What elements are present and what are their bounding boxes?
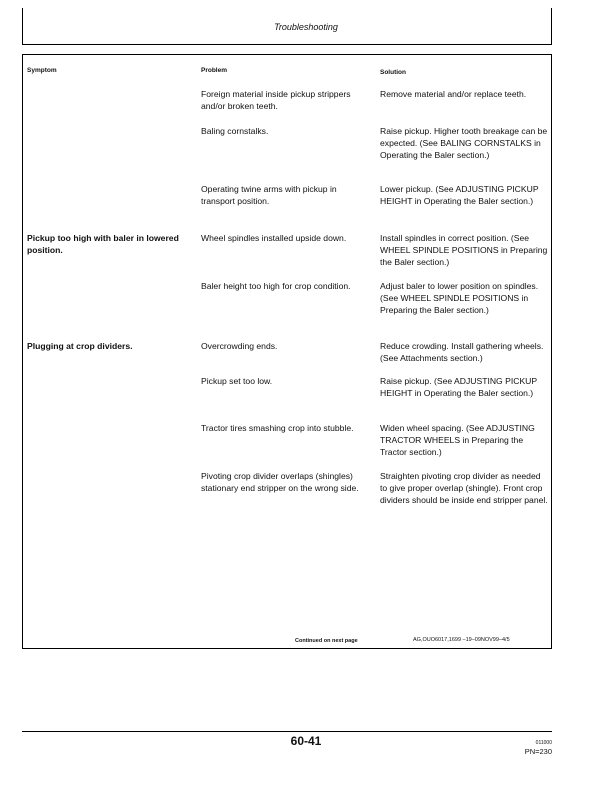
row-solution: Adjust baler to lower position on spindles. (See WHEEL SPINDLE POSITIONS in Preparing the Baler section.) [380,281,539,315]
row-solution: Widen wheel spacing. (See ADJUSTING TRACTOR WHEELS in Preparing the Tractor section.) [380,423,535,457]
page-number: 60-41 [290,734,322,748]
row-symptom: Pickup too high with baler in lowered position. [27,233,179,255]
column-header-problem: Problem [201,67,228,74]
date-code: 011000 [535,740,552,746]
row-problem: Foreign material inside pickup strippers and/or broken teeth. [201,89,351,111]
continued-note: Continued on next page [295,638,358,644]
row-solution: Straighten pivoting crop divider as needed to give proper overlap (shingle). Front crop dividers should be inside end stripper panel. [380,471,548,505]
row-problem: Overcrowding ends. [201,341,278,351]
header-rule-bottom [22,44,552,45]
row-solution: Raise pickup. (See ADJUSTING PICKUP HEIGHT in Operating the Baler section.) [380,376,537,398]
row-solution: Raise pickup. Higher tooth breakage can be expected. (See BALING CORNSTALKS in Operating the Baler section.) [380,126,548,160]
footer-rule [22,731,552,732]
page-serial: PN=230 [524,747,552,756]
column-header-solution: Solution [380,69,406,76]
row-solution: Remove material and/or replace teeth. [380,89,527,99]
document-code: AG,OUO6017,1699 –19–09NOV99–4/5 [413,637,510,643]
row-problem: Pickup set too low. [201,376,273,386]
row-solution: Reduce crowding. Install gathering wheels. (See Attachments section.) [380,341,544,363]
row-problem: Baler height too high for crop condition. [201,281,351,291]
row-problem: Wheel spindles installed upside down. [201,233,347,243]
row-problem: Operating twine arms with pickup in transport position. [201,184,337,206]
column-header-symptom: Symptom [27,67,57,74]
row-problem: Pivoting crop divider overlaps (shingles) stationary end stripper on the wrong side. [201,471,359,493]
section-title: Troubleshooting [274,22,338,32]
row-solution: Lower pickup. (See ADJUSTING PICKUP HEIGHT in Operating the Baler section.) [380,184,539,206]
row-symptom: Plugging at crop dividers. [27,341,133,351]
row-problem: Baling cornstalks. [201,126,269,136]
row-solution: Install spindles in correct position. (See WHEEL SPINDLE POSITIONS in Preparing the Baler section.) [380,233,548,267]
row-problem: Tractor tires smashing crop into stubble. [201,423,354,433]
